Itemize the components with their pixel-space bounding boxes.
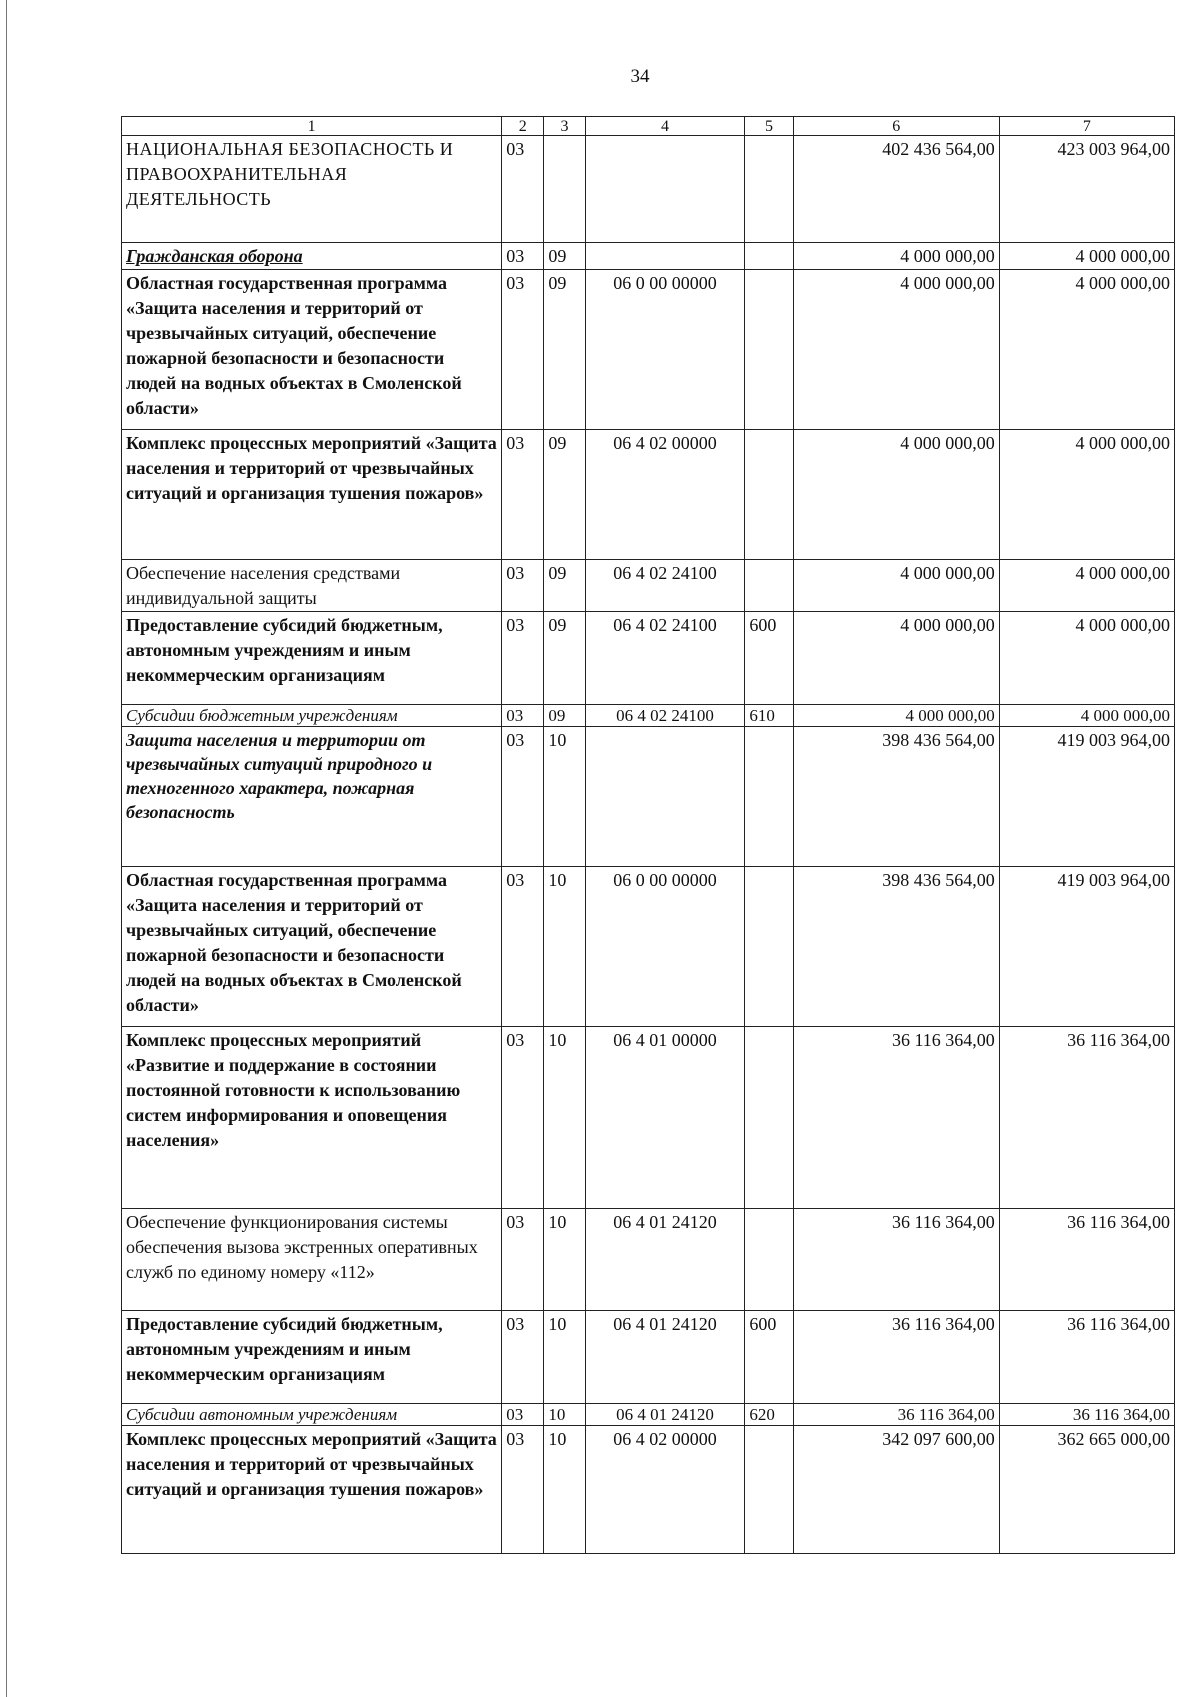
cell-amount-year1: 4 000 000,00 (793, 430, 999, 560)
row-name: Областная государственная программа «Защита населения и территорий от чрезвычайных ситуаций, обеспечение пожарной безопасности и безопасности людей на водных объектах в Смоленской области» (122, 270, 502, 430)
cell-expense-type (745, 1426, 793, 1554)
cell-amount-year1: 402 436 564,00 (793, 136, 999, 243)
cell-expense-type (745, 430, 793, 560)
cell-section: 03 (502, 1209, 544, 1311)
row-name: НАЦИОНАЛЬНАЯ БЕЗОПАСНОСТЬ И ПРАВООХРАНИТЕЛЬНАЯ ДЕЯТЕЛЬНОСТЬ (122, 136, 502, 243)
cell-target-article (585, 727, 745, 867)
cell-amount-year2: 36 116 364,00 (999, 1027, 1174, 1209)
cell-amount-year2: 419 003 964,00 (999, 867, 1174, 1027)
cell-expense-type: 610 (745, 705, 793, 727)
cell-target-article: 06 4 02 24100 (585, 612, 745, 705)
cell-expense-type (745, 1209, 793, 1311)
row-name: Предоставление субсидий бюджетным, автономным учреждениям и иным некоммерческим организациям (122, 1311, 502, 1404)
cell-subsection: 10 (544, 1027, 585, 1209)
cell-target-article: 06 4 02 00000 (585, 1426, 745, 1554)
cell-target-article: 06 4 01 24120 (585, 1209, 745, 1311)
cell-subsection: 10 (544, 1209, 585, 1311)
table-row (122, 1209, 1175, 1311)
table-row (122, 560, 1175, 612)
cell-subsection: 09 (544, 705, 585, 727)
table-row (122, 727, 1175, 867)
cell-subsection: 09 (544, 430, 585, 560)
cell-amount-year2: 4 000 000,00 (999, 612, 1174, 705)
cell-amount-year2: 4 000 000,00 (999, 270, 1174, 430)
cell-expense-type: 600 (745, 612, 793, 705)
cell-amount-year2: 36 116 364,00 (999, 1404, 1174, 1426)
row-name: Областная государственная программа «Защита населения и территорий от чрезвычайных ситуаций, обеспечение пожарной безопасности и безопасности людей на водных объектах в Смоленской области» (122, 867, 502, 1027)
cell-amount-year1: 398 436 564,00 (793, 867, 999, 1027)
cell-target-article: 06 4 02 24100 (585, 705, 745, 727)
cell-expense-type (745, 1027, 793, 1209)
cell-subsection: 09 (544, 270, 585, 430)
cell-amount-year1: 342 097 600,00 (793, 1426, 999, 1554)
header-cell: 4 (585, 117, 745, 136)
cell-amount-year2: 4 000 000,00 (999, 430, 1174, 560)
row-name: Обеспечение функционирования системы обеспечения вызова экстренных оперативных служб по единому номеру «112» (122, 1209, 502, 1311)
cell-amount-year2: 4 000 000,00 (999, 705, 1174, 727)
budget-table (121, 116, 1175, 1554)
table-header-row (122, 117, 1175, 136)
row-name: Предоставление субсидий бюджетным, автономным учреждениям и иным некоммерческим организациям (122, 612, 502, 705)
cell-expense-type (745, 243, 793, 270)
table-row (122, 270, 1175, 430)
cell-target-article: 06 4 01 24120 (585, 1404, 745, 1426)
table-row (122, 243, 1175, 270)
table-row (122, 1404, 1175, 1426)
cell-section: 03 (502, 705, 544, 727)
cell-amount-year2: 419 003 964,00 (999, 727, 1174, 867)
cell-expense-type: 600 (745, 1311, 793, 1404)
cell-subsection: 10 (544, 1426, 585, 1554)
cell-target-article: 06 0 00 00000 (585, 867, 745, 1027)
cell-amount-year1: 4 000 000,00 (793, 243, 999, 270)
cell-amount-year1: 4 000 000,00 (793, 270, 999, 430)
cell-target-article (585, 136, 745, 243)
header-cell: 5 (745, 117, 793, 136)
cell-section: 03 (502, 1027, 544, 1209)
cell-amount-year2: 36 116 364,00 (999, 1311, 1174, 1404)
cell-amount-year2: 4 000 000,00 (999, 243, 1174, 270)
header-cell: 6 (793, 117, 999, 136)
cell-amount-year1: 398 436 564,00 (793, 727, 999, 867)
cell-section: 03 (502, 270, 544, 430)
row-name: Комплекс процессных мероприятий «Защита населения и территорий от чрезвычайных ситуаций и организация тушения пожаров» (122, 1426, 502, 1554)
row-name: Субсидии автономным учреждениям (122, 1404, 502, 1426)
cell-subsection: 09 (544, 612, 585, 705)
table-row (122, 1426, 1175, 1554)
row-name: Субсидии бюджетным учреждениям (122, 705, 502, 727)
cell-subsection: 10 (544, 1311, 585, 1404)
row-name: Защита населения и территории от чрезвычайных ситуаций природного и техногенного характера, пожарная безопасность (122, 727, 502, 867)
cell-subsection (544, 136, 585, 243)
cell-amount-year2: 36 116 364,00 (999, 1209, 1174, 1311)
cell-section: 03 (502, 1311, 544, 1404)
cell-target-article (585, 243, 745, 270)
cell-expense-type (745, 867, 793, 1027)
cell-section: 03 (502, 136, 544, 243)
cell-amount-year2: 423 003 964,00 (999, 136, 1174, 243)
cell-subsection: 10 (544, 867, 585, 1027)
cell-section: 03 (502, 560, 544, 612)
cell-section: 03 (502, 243, 544, 270)
cell-expense-type (745, 136, 793, 243)
cell-amount-year1: 4 000 000,00 (793, 705, 999, 727)
header-cell: 3 (544, 117, 585, 136)
cell-expense-type: 620 (745, 1404, 793, 1426)
cell-target-article: 06 4 01 00000 (585, 1027, 745, 1209)
cell-target-article: 06 0 00 00000 (585, 270, 745, 430)
row-name: Обеспечение населения средствами индивидуальной защиты (122, 560, 502, 612)
cell-section: 03 (502, 1426, 544, 1554)
cell-amount-year1: 36 116 364,00 (793, 1027, 999, 1209)
table-row (122, 136, 1175, 243)
scan-margin-line (6, 0, 7, 1697)
page-number: 34 (630, 66, 650, 87)
cell-amount-year2: 4 000 000,00 (999, 560, 1174, 612)
cell-target-article: 06 4 01 24120 (585, 1311, 745, 1404)
cell-subsection: 10 (544, 1404, 585, 1426)
cell-amount-year2: 362 665 000,00 (999, 1426, 1174, 1554)
cell-subsection: 09 (544, 560, 585, 612)
cell-amount-year1: 36 116 364,00 (793, 1311, 999, 1404)
cell-amount-year1: 36 116 364,00 (793, 1209, 999, 1311)
cell-section: 03 (502, 727, 544, 867)
cell-section: 03 (502, 430, 544, 560)
cell-expense-type (745, 270, 793, 430)
cell-expense-type (745, 727, 793, 867)
cell-amount-year1: 4 000 000,00 (793, 560, 999, 612)
cell-target-article: 06 4 02 24100 (585, 560, 745, 612)
table-row (122, 1311, 1175, 1404)
cell-subsection: 09 (544, 243, 585, 270)
cell-amount-year1: 4 000 000,00 (793, 612, 999, 705)
row-name: Комплекс процессных мероприятий «Развитие и поддержание в состоянии постоянной готовности к использованию систем информирования и оповещения населения» (122, 1027, 502, 1209)
cell-section: 03 (502, 1404, 544, 1426)
cell-subsection: 10 (544, 727, 585, 867)
header-cell: 2 (502, 117, 544, 136)
cell-section: 03 (502, 612, 544, 705)
row-name: Гражданская оборона (122, 243, 502, 270)
table-row (122, 612, 1175, 705)
cell-amount-year1: 36 116 364,00 (793, 1404, 999, 1426)
row-name: Комплекс процессных мероприятий «Защита населения и территорий от чрезвычайных ситуаций и организация тушения пожаров» (122, 430, 502, 560)
table-row (122, 1027, 1175, 1209)
table-row (122, 867, 1175, 1027)
cell-target-article: 06 4 02 00000 (585, 430, 745, 560)
header-cell: 7 (999, 117, 1174, 136)
header-cell: 1 (122, 117, 502, 136)
cell-expense-type (745, 560, 793, 612)
cell-section: 03 (502, 867, 544, 1027)
table-row (122, 705, 1175, 727)
table-row (122, 430, 1175, 560)
